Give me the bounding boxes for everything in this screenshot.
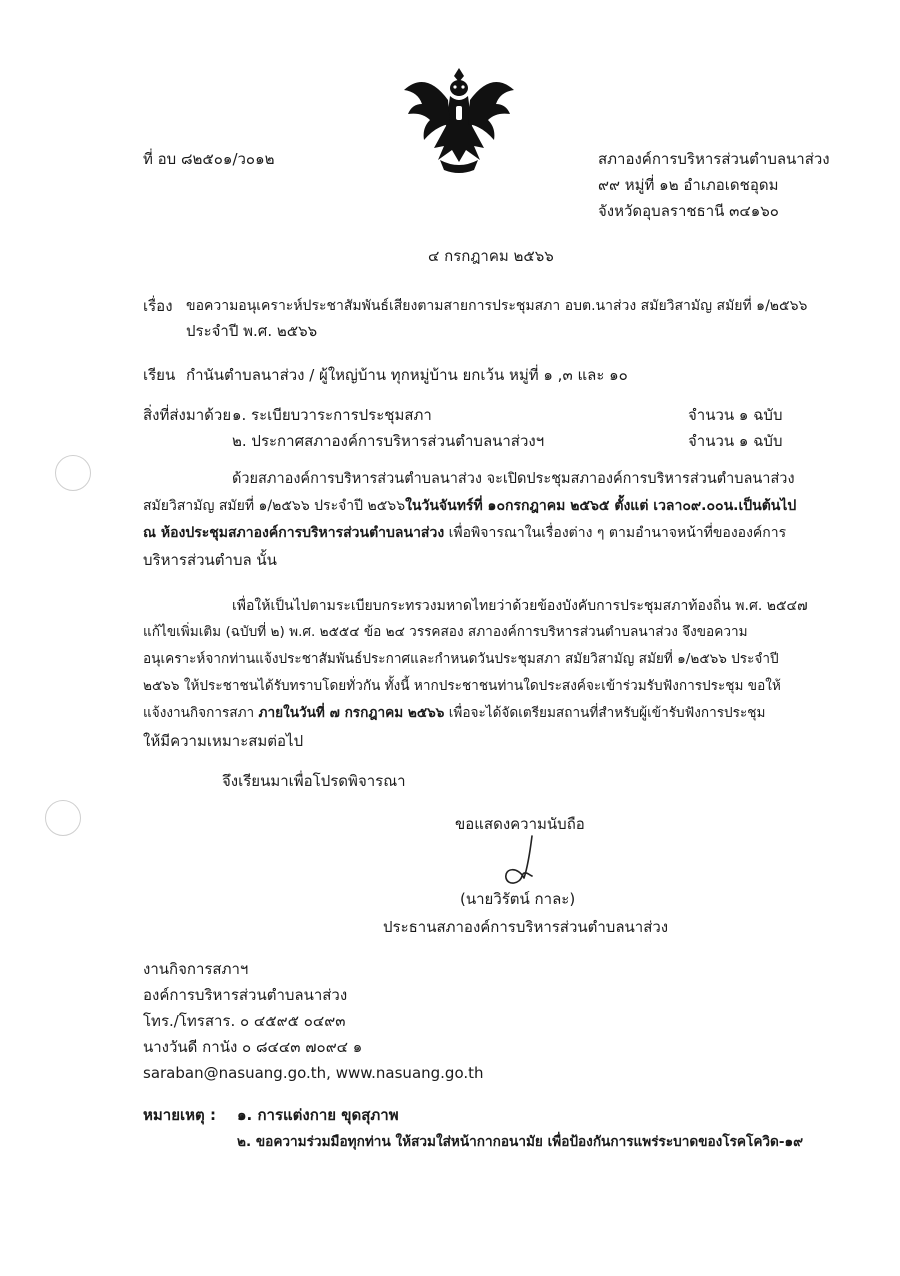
contact-org: องค์การบริหารส่วนตำบลนาส่วง xyxy=(143,986,348,1004)
enclosure-item: ๒. ประกาศสภาองค์การบริหารส่วนตำบลนาส่วงฯ xyxy=(232,432,545,450)
enclosure-qty: จำนวน ๑ ฉบับ xyxy=(688,406,783,424)
enclosure-qty: จำนวน ๑ ฉบับ xyxy=(688,432,783,450)
closing-line: จึงเรียนมาเพื่อโปรดพิจารณา xyxy=(222,772,406,790)
body-paragraph2-line4: ๒๕๖๖ ให้ประชาชนได้รับทราบโดยทั่วกัน ทั้งนี้ หากประชาชนท่านใดประสงค์จะเข้าร่วมรับฟังการประชุม ขอให้ xyxy=(143,678,781,694)
body-paragraph2-line1: เพื่อให้เป็นไปตามระเบียบกระทรวงมหาดไทยว่าด้วยข้องบังคับการประชุมสภาท้องถิ่น พ.ศ. ๒๕๔๗ xyxy=(232,598,808,614)
garuda-emblem xyxy=(400,62,518,180)
reference-number: ที่ อบ ๘๒๕๐๑/ว๐๑๒ xyxy=(143,150,275,168)
signer-name: (นายวิรัตน์ กาละ) xyxy=(460,890,576,908)
enclosure-item: ๑. ระเบียบวาระการประชุมสภา xyxy=(232,406,432,424)
body-paragraph1-line3 xyxy=(143,524,786,542)
note-label: หมายเหตุ : xyxy=(143,1106,216,1124)
body-paragraph1-line2 xyxy=(143,497,796,515)
notify-purpose: เพื่อจะได้จัดเตรียมสถานที่สำหรับผู้เข้ารับฟังการประชุม xyxy=(444,705,766,721)
meeting-date-time: ในวันจันทร์ที่ ๑๐กรกฎาคม ๒๕๖๕ ตั้งแต่ เวลา๐๙.๐๐น.เป็นต้นไป xyxy=(405,498,797,514)
body-paragraph2-line3: อนุเคราะห์จากท่านแจ้งประชาสัมพันธ์ประกาศและกำหนดวันประชุมสภา สมัยวิสามัญ สมัยที่ ๑/๒๕๖๖ ประจำปี xyxy=(143,651,779,667)
org-address-line2: จังหวัดอุบลราชธานี ๓๔๑๖๐ xyxy=(598,202,779,220)
session-text: สมัยวิสามัญ สมัยที่ ๑/๒๕๖๖ ประจำปี ๒๕๖๖ xyxy=(143,498,406,514)
org-address-line1: ๙๙ หมู่ที่ ๑๒ อำเภอเดชอุดม xyxy=(598,176,779,194)
recipient-text: กำนันตำบลนาส่วง / ผู้ใหญ่บ้าน ทุกหมู่บ้าน ยกเว้น หมู่ที่ ๑ ,๓ และ ๑๐ xyxy=(186,366,628,384)
enclosures-label: สิ่งที่ส่งมาด้วย xyxy=(143,406,232,424)
meeting-venue: ณ ห้องประชุมสภาองค์การบริหารส่วนตำบลนาส่วง xyxy=(143,525,445,541)
contact-staff: นางวันดี กานัง ๐ ๘๔๔๓ ๗๐๙๔ ๑ xyxy=(143,1038,363,1056)
note-item-2: ๒. ขอความร่วมมือทุกท่าน ให้สวมใส่หน้ากากอนามัย เพื่อป้องกันการแพร่ระบาดของโรคโควิด-๑๙ xyxy=(237,1134,804,1150)
body-paragraph2-line6: ให้มีความเหมาะสมต่อไป xyxy=(143,732,304,750)
body-paragraph2-line2: แก้ไขเพิ่มเติม (ฉบับที่ ๒) พ.ศ. ๒๕๕๔ ข้อ ๒๔ วรรคสอง สภาองค์การบริหารส่วนตำบลนาส่วง จึงขอความ xyxy=(143,624,748,640)
punch-hole-bottom xyxy=(45,800,81,836)
meeting-purpose: เพื่อพิจารณาในเรื่องต่าง ๆ ตามอำนาจหน้าที่ขององค์การ xyxy=(444,525,787,541)
punch-hole-top xyxy=(55,455,91,491)
contact-email-web: saraban@nasuang.go.th, www.nasuang.go.th xyxy=(143,1064,484,1082)
handwritten-signature xyxy=(492,832,552,892)
contact-dept: งานกิจการสภาฯ xyxy=(143,960,249,978)
body-paragraph1-line1: ด้วยสภาองค์การบริหารส่วนตำบลนาส่วง จะเปิดประชุมสภาองค์การบริหารส่วนตำบลนาส่วง xyxy=(232,471,795,487)
subject-line2: ประจำปี พ.ศ. ๒๕๖๖ xyxy=(186,322,318,340)
contact-phone: โทร./โทรสาร. ๐ ๔๕๙๕ ๐๔๙๓ xyxy=(143,1012,346,1030)
letter-date: ๔ กรกฎาคม ๒๕๖๖ xyxy=(428,247,554,265)
signer-position: ประธานสภาองค์การบริหารส่วนตำบลนาส่วง xyxy=(383,918,669,936)
notify-text: แจ้งงานกิจการสภา xyxy=(143,705,259,721)
note-item-1: ๑. การแต่งกาย ขุดสุภาพ xyxy=(237,1106,399,1124)
org-name: สภาองค์การบริหารส่วนตำบลนาส่วง xyxy=(598,150,830,168)
recipient-label: เรียน xyxy=(143,366,176,384)
subject-line1: ขอความอนุเคราะห์ประชาสัมพันธ์เสียงตามสายการประชุมสภา อบต.นาส่วง สมัยวิสามัญ สมัยที่ ๑/๒๕๖๖ xyxy=(186,298,808,314)
regards-text: ขอแสดงความนับถือ xyxy=(455,815,585,833)
body-paragraph2-line5 xyxy=(143,705,765,723)
deadline-date: ภายในวันที่ ๗ กรกฎาคม ๒๕๖๖ xyxy=(258,705,445,721)
body-paragraph1-line4: บริหารส่วนตำบล นั้น xyxy=(143,551,277,569)
subject-label: เรื่อง xyxy=(143,297,173,315)
